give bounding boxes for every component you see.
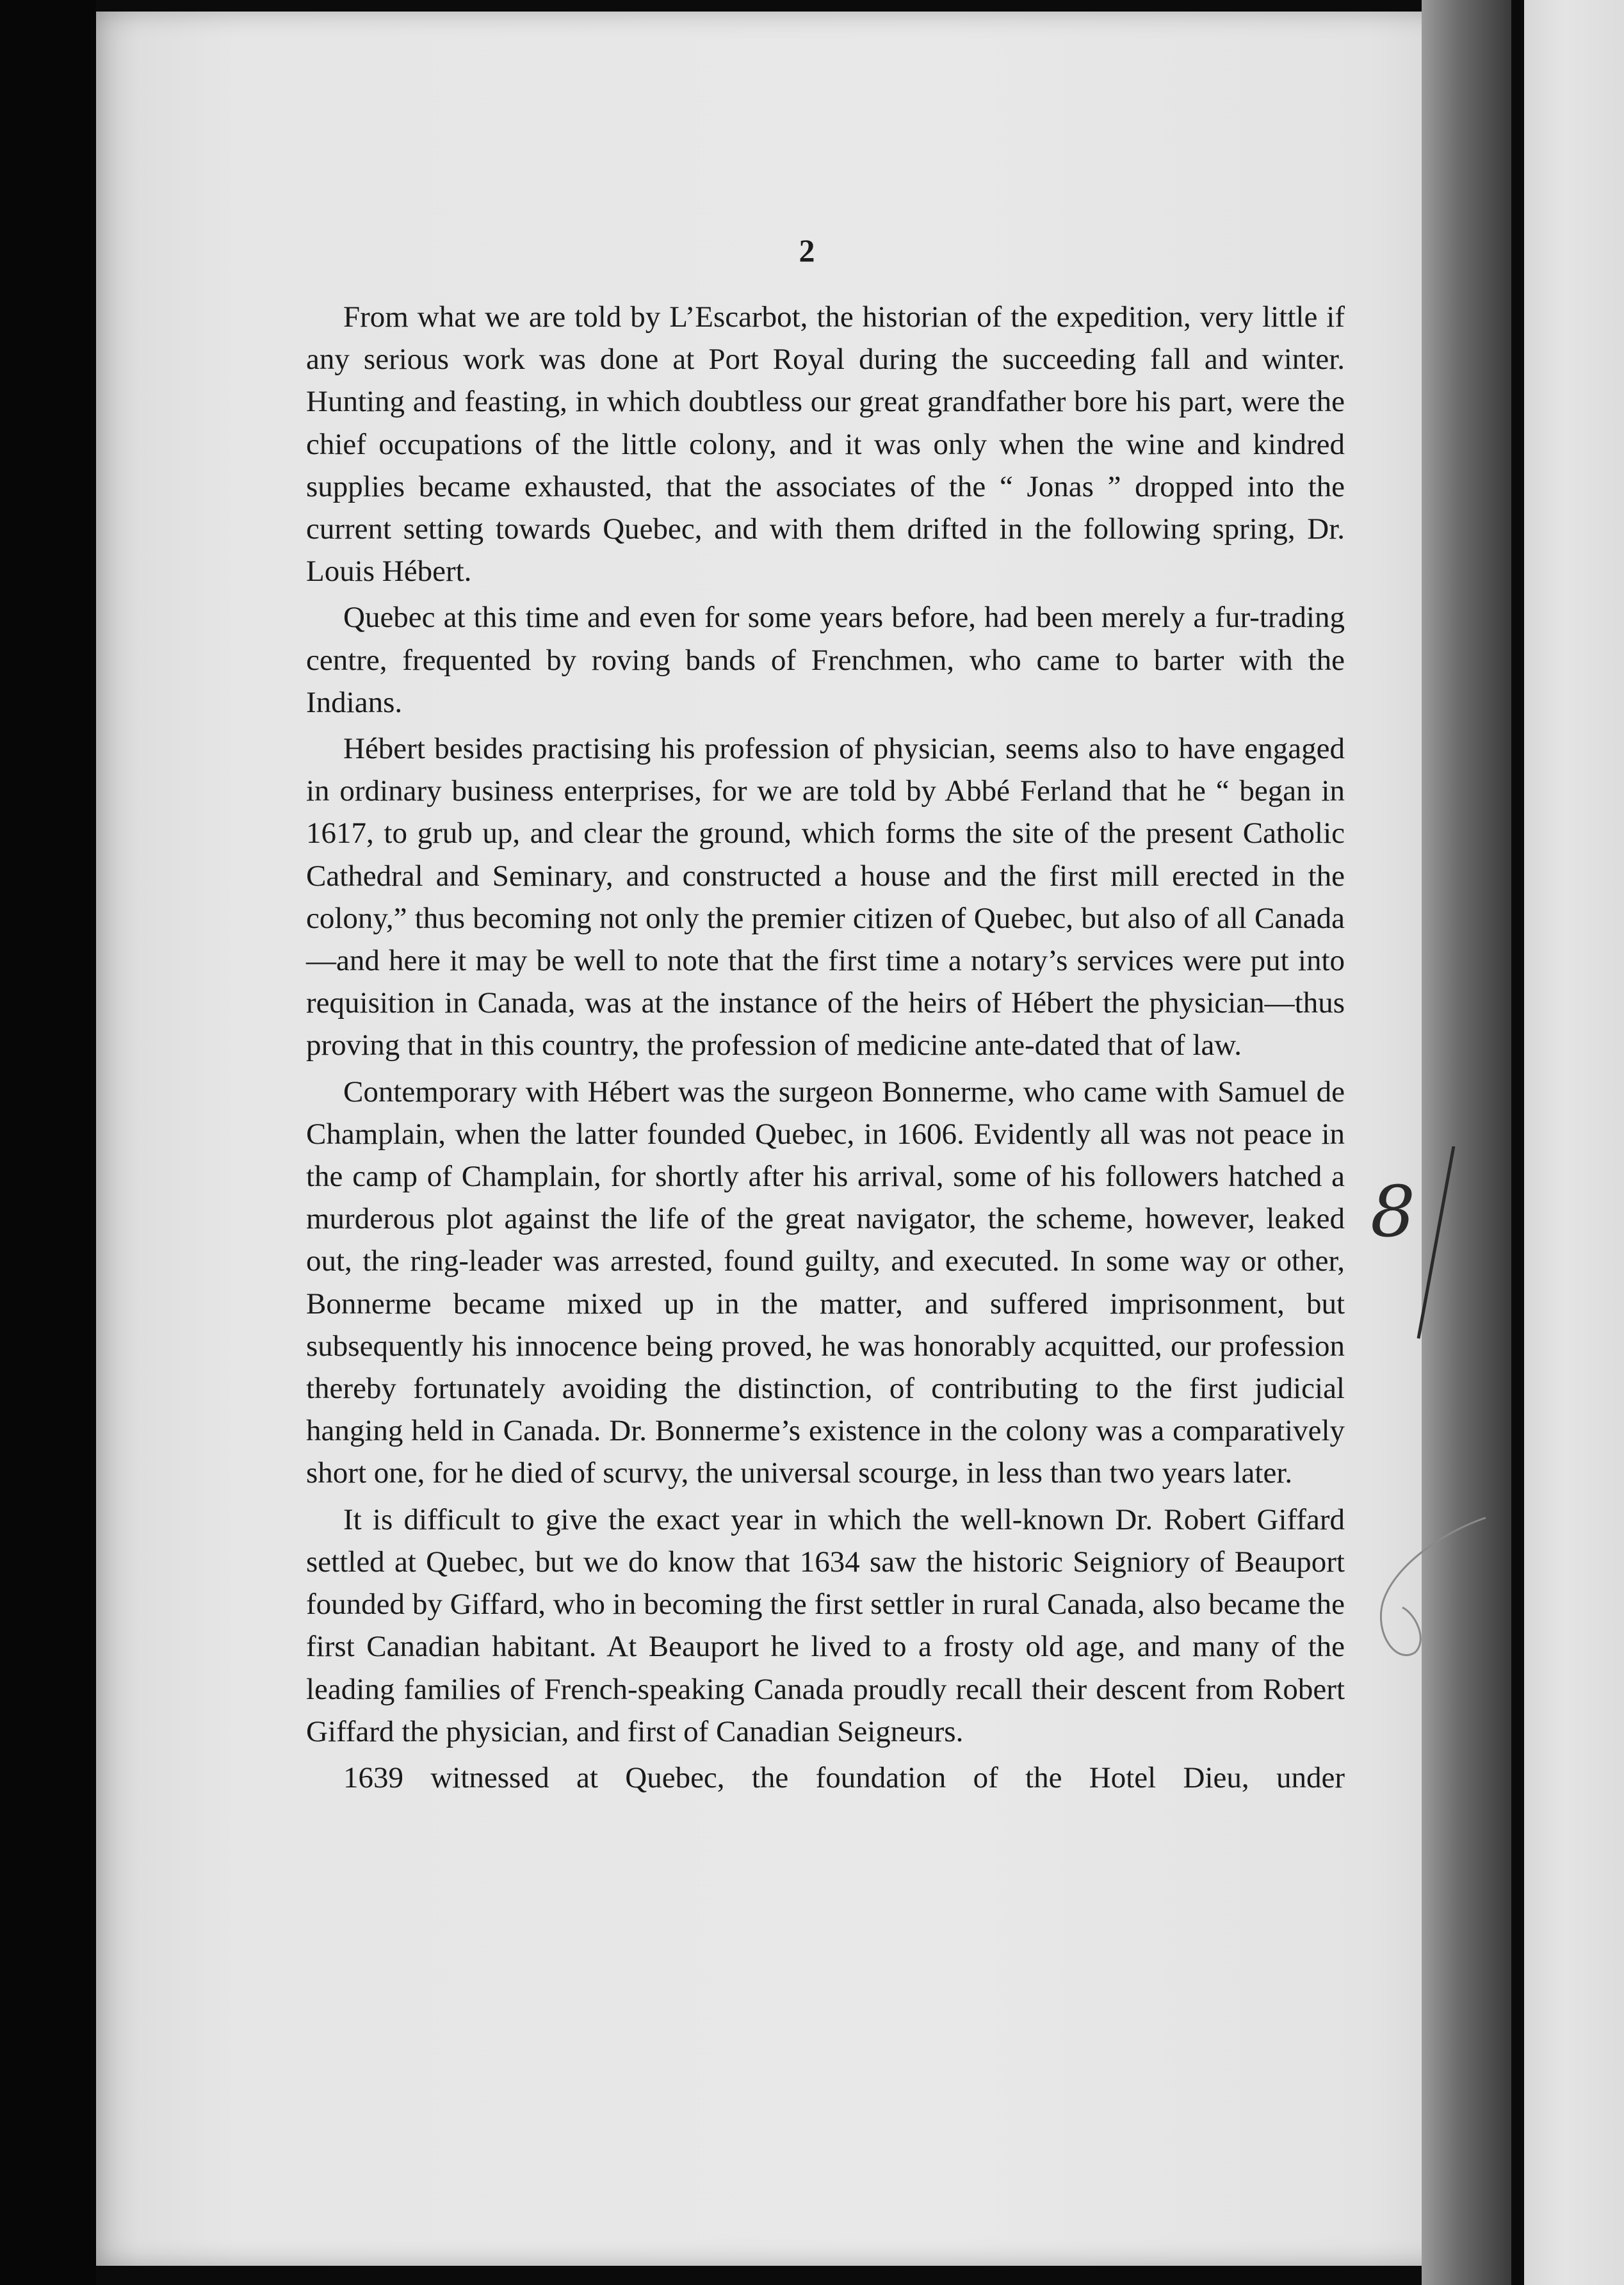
scan-border-left bbox=[0, 0, 96, 2285]
paragraph-quebec-fur-trading: Quebec at this time and even for some years before, had been merely a fur-trading centre, frequented by roving bands of Frenchmen, who came to barter with the Indians. bbox=[306, 601, 1345, 719]
paragraph-hebert: Hébert besides practising his profession of physician, seems also to have engaged in ordinary business enterprises, for we are told by Abbé Ferland that he “ began in 1617, to grub up, and clear the ground, which forms the site of the present Catholic Cathedral and Seminary, and constructed a house and the first mill erected in the colony,” thus becoming not only the premier citizen of Quebec, but also of all Canada—and here it may be well to note that the first time a notary’s services were put into requisition in Canada, was at the instance of the heirs of Hébert the physician—thus proving that in this country, the profession of medicine ante-dated that of law. bbox=[306, 732, 1345, 1062]
page-gutter-shadow bbox=[1422, 0, 1511, 2285]
margin-note-text: 8 bbox=[1370, 1171, 1415, 1253]
paragraph-escarbot: From what we are told by L’Escarbot, the historian of the expedition, very little if any serious work was done at Port Royal during the succeeding fall and winter. Hunting and feasting, in which doubtless our great grandfather bore his part, were the chief occupations of the little colony, and it was only when the wine and kindred supplies became exhausted, that the associates of the “ Jonas ” dropped into the current setting towards Quebec, and with them drifted in the following spring, Dr. Louis Hébert. bbox=[306, 300, 1345, 589]
handwritten-margin-note bbox=[1358, 1146, 1486, 1351]
paragraph-hotel-dieu: 1639 witnessed at Quebec, the foundation of the Hotel Dieu, under bbox=[343, 1761, 1345, 1794]
pencil-mark bbox=[1358, 1505, 1505, 1671]
page-number: 2 bbox=[799, 232, 815, 268]
body-text bbox=[306, 296, 1345, 1799]
paragraph-giffard: It is difficult to give the exact year in which the well-known Dr. Robert Giffard settled at Quebec, but we do know that 1634 saw the historic Seigniory of Beauport founded by Giffard, who in becoming the first settler in rural Canada, also became the first Canadian habitant. At Beauport he lived to a frosty old age, and many of the leading families of French-speaking Canada proudly recall their descent from Robert Giffard the physician, and first of Canadian Seigneurs. bbox=[306, 1502, 1345, 1748]
paragraph-bonnerme: Contemporary with Hébert was the surgeon Bonnerme, who came with Samuel de Champlain, when the latter founded Quebec, in 1606. Evidently all was not peace in the camp of Champlain, for shortly after his arrival, some of his followers hatched a murderous plot against the life of the great navigator, the scheme, however, leaked out, the ring-leader was arrested, found guilty, and executed. In some way or other, Bonnerme became mixed up in the matter, and suffered imprisonment, but subsequently his innocence being proved, he was honorably acquitted, our profession thereby fortunately avoiding the distinction, of contributing to the first judicial hanging held in Canada. Dr. Bonnerme’s existence in the colony was a comparatively short one, for he died of scurvy, the universal scourge, in less than two years later. bbox=[306, 1075, 1345, 1490]
facing-page-edge bbox=[1524, 0, 1624, 2285]
